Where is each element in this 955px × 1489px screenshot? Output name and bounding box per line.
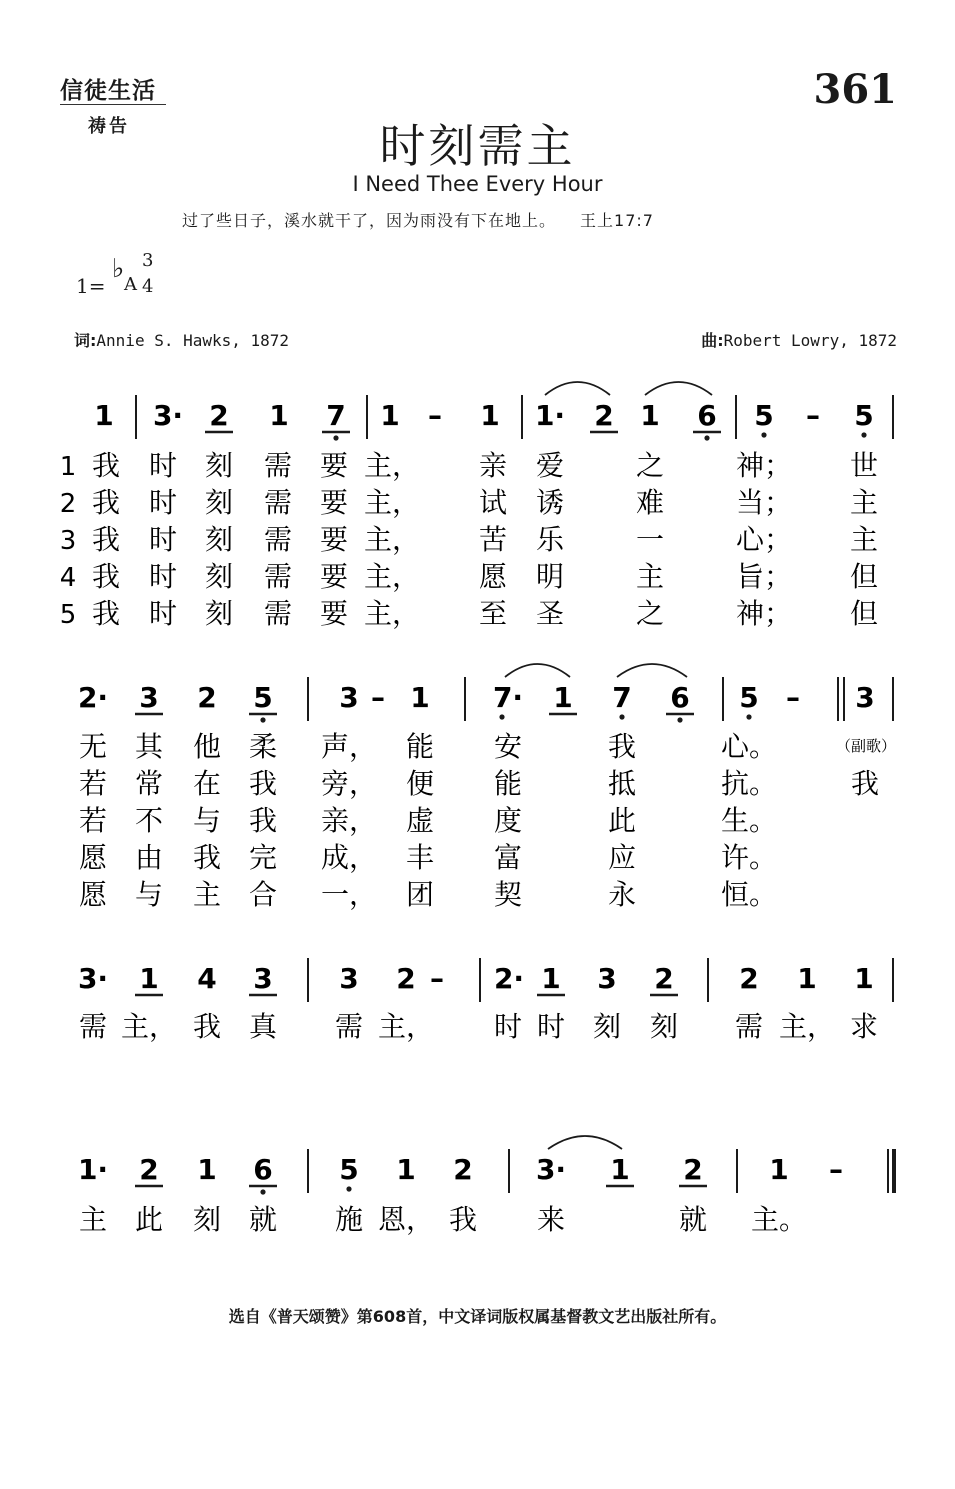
lyric-syllable: 要 (319, 523, 349, 556)
lyric-syllable: 主， (377, 1010, 435, 1043)
lyric-syllable: 要 (319, 486, 349, 519)
note-numeral: 3 (339, 681, 359, 714)
lyric-syllable: 但 (849, 560, 879, 593)
note-numeral: 1 (94, 399, 114, 432)
verse-number: 4 (59, 563, 77, 593)
lyric-syllable: 至 (478, 597, 508, 630)
lyric-syllable: 安 (493, 730, 523, 763)
lyric-syllable: 愿 (78, 878, 108, 911)
note-numeral: 6 (253, 1153, 273, 1186)
note-numeral: 5 (754, 399, 774, 432)
lyric-syllable: 能 (493, 767, 523, 800)
lyric-syllable: 之 (635, 449, 665, 482)
lyric-syllable: 刻 (204, 523, 234, 556)
lyric-syllable: 主， (363, 523, 421, 556)
note-numeral: 2 (739, 962, 759, 995)
note-numeral: 2· (77, 681, 109, 714)
lyric-syllable: 恩， (377, 1203, 435, 1236)
lyric-syllable: 我 (448, 1203, 478, 1236)
lyric-syllable: 若 (78, 767, 108, 800)
note-numeral: 2 (139, 1153, 159, 1186)
lyric-syllable: 爱 (535, 449, 565, 482)
lyric-syllable: 明 (535, 560, 565, 593)
note-numeral: 1· (77, 1153, 109, 1186)
lyric-syllable: 当； (735, 486, 793, 519)
lyric-syllable: 恒。 (720, 878, 778, 911)
key-signature (76, 252, 196, 312)
lyric-syllable: 主， (363, 597, 421, 630)
octave-dot (746, 714, 751, 719)
scripture-verse (182, 208, 654, 231)
octave-dot (861, 432, 866, 437)
flat-icon: ♭ (112, 254, 125, 284)
lyric-syllable: 就 (248, 1203, 278, 1236)
lyric-syllable: 苦 (478, 523, 508, 556)
lyric-syllable: 抵 (607, 767, 637, 800)
lyric-syllable: 刻 (204, 560, 234, 593)
lyric-syllable: 乐 (535, 523, 565, 556)
lyric-syllable: 要 (319, 560, 349, 593)
lyric-syllable: 时 (536, 1010, 566, 1043)
octave-dot (677, 717, 682, 722)
lyric-syllable: 成， (320, 841, 378, 874)
note-numeral: 1 (854, 962, 874, 995)
lyric-syllable: 由 (134, 841, 164, 874)
lyric-syllable: 其 (134, 730, 164, 763)
octave-dot (761, 432, 766, 437)
lyric-syllable: 虚 (405, 804, 435, 837)
lyric-syllable: 我 (91, 560, 121, 593)
lyric-syllable: 许。 (720, 841, 778, 874)
lyric-syllable: 主 (192, 878, 222, 911)
slur (645, 382, 712, 395)
verse-number: 1 (59, 452, 77, 482)
note-numeral: 3 (339, 962, 359, 995)
verse-number: 2 (59, 489, 77, 519)
category-divider (60, 104, 166, 105)
lyric-syllable: 刻 (204, 449, 234, 482)
slur (548, 1136, 622, 1149)
lyric-syllable: 主 (78, 1203, 108, 1236)
lyricist-name: Annie S. Hawks, 1872 (96, 331, 290, 350)
lyric-syllable: 永 (607, 878, 637, 911)
lyric-syllable: 时 (148, 486, 178, 519)
note-numeral: 1 (610, 1153, 630, 1186)
lyric-syllable: 愿 (478, 560, 508, 593)
note-numeral: 7 (612, 681, 632, 714)
lyric-syllable: 此 (134, 1203, 164, 1236)
lyric-syllable: 神； (735, 449, 793, 482)
lyric-syllable: 时 (148, 449, 178, 482)
key-prefix: 1= (76, 274, 106, 298)
note-numeral: 1 (553, 681, 573, 714)
lyric-syllable: 时 (493, 1010, 523, 1043)
category-label: 信徒生活 (60, 77, 156, 104)
lyric-syllable: 便 (405, 767, 435, 800)
note-numeral: 1 (541, 962, 561, 995)
lyric-syllable: 合 (248, 878, 278, 911)
lyric-syllable: 与 (134, 878, 164, 911)
lyric-syllable: 来 (536, 1203, 566, 1236)
lyric-syllable: 在 (192, 767, 222, 800)
lyric-syllable: 要 (319, 597, 349, 630)
lyric-syllable: 时 (148, 597, 178, 630)
lyric-syllable: 施 (334, 1203, 364, 1236)
note-numeral: 5 (739, 681, 759, 714)
lyric-syllable: 刻 (592, 1010, 622, 1043)
lyric-syllable: 之 (635, 597, 665, 630)
note-numeral: 7· (492, 681, 524, 714)
note-numeral: 1· (534, 399, 566, 432)
lyric-syllable: 圣 (535, 597, 565, 630)
lyric-syllable: 旨； (735, 560, 793, 593)
note-numeral: 6 (670, 681, 690, 714)
lyric-syllable: 他 (192, 730, 222, 763)
key-note: A (124, 274, 137, 295)
verse-number: 3 (59, 526, 77, 556)
lyric-syllable: 真 (248, 1010, 278, 1043)
lyric-syllable: 能 (405, 730, 435, 763)
note-numeral: 3 (253, 962, 273, 995)
note-numeral: 3 (855, 681, 875, 714)
lyric-syllable: 主 (635, 560, 665, 593)
lyric-syllable: 需 (734, 1010, 764, 1043)
lyric-syllable: 富 (493, 841, 523, 874)
lyric-syllable: 若 (78, 804, 108, 837)
lyric-syllable: 度 (493, 804, 523, 837)
hymn-title-english: I Need Thee Every Hour (352, 172, 603, 196)
note-numeral: 1 (797, 962, 817, 995)
lyric-syllable: 契 (493, 878, 523, 911)
lyric-syllable: 愿 (78, 841, 108, 874)
note-numeral: – (786, 681, 800, 714)
hymn-title-chinese: 时刻需主 (379, 119, 576, 173)
note-numeral: 1 (197, 1153, 217, 1186)
lyric-syllable: 要 (319, 449, 349, 482)
note-numeral: 1 (769, 1153, 789, 1186)
lyric-syllable: 旁， (320, 767, 378, 800)
note-numeral: 1 (396, 1153, 416, 1186)
lyric-syllable: 试 (478, 486, 508, 519)
lyric-syllable: 我 (607, 730, 637, 763)
slur (505, 664, 570, 677)
lyric-syllable: 亲 (478, 449, 508, 482)
note-numeral: 1 (480, 399, 500, 432)
note-numeral: 2· (493, 962, 525, 995)
refrain-label: （副歌） (835, 737, 897, 755)
composer-label: 曲: (701, 331, 724, 350)
lyric-syllable: 此 (607, 804, 637, 837)
lyric-syllable: 主， (120, 1010, 178, 1043)
lyric-syllable: 但 (849, 597, 879, 630)
slur (545, 382, 610, 395)
lyric-syllable: 主， (363, 486, 421, 519)
lyric-syllable: 心。 (720, 730, 778, 763)
lyric-syllable: 时 (148, 523, 178, 556)
lyric-syllable: 抗。 (720, 767, 778, 800)
lyric-syllable: 需 (263, 449, 293, 482)
octave-dot (346, 1186, 351, 1191)
verse-number: 5 (59, 600, 77, 630)
note-numeral: – (829, 1153, 843, 1186)
lyric-syllable: 主 (849, 523, 879, 556)
lyric-syllable: 一 (635, 523, 665, 556)
lyric-syllable: 柔 (248, 730, 278, 763)
scripture-reference: 王上17:7 (580, 211, 654, 230)
octave-dot (704, 435, 709, 440)
lyric-syllable: 需 (263, 486, 293, 519)
lyric-syllable: 我 (248, 767, 278, 800)
lyric-syllable: 主， (778, 1010, 836, 1043)
octave-dot (333, 435, 338, 440)
lyric-syllable: 我 (91, 523, 121, 556)
note-numeral: 2 (209, 399, 229, 432)
lyric-syllable: 团 (405, 878, 435, 911)
lyric-syllable: 我 (91, 449, 121, 482)
lyric-syllable: 主， (363, 560, 421, 593)
note-numeral: – (430, 962, 444, 995)
lyric-syllable: 诱 (535, 486, 565, 519)
lyric-syllable: 主 (849, 486, 879, 519)
octave-dot (260, 717, 265, 722)
slur (617, 664, 687, 677)
note-numeral: 2 (683, 1153, 703, 1186)
note-numeral: 3· (152, 399, 184, 432)
composer-name: Robert Lowry, 1872 (723, 331, 897, 350)
octave-dot (499, 714, 504, 719)
lyric-syllable: 刻 (204, 486, 234, 519)
lyric-syllable: 心； (735, 523, 793, 556)
lyric-syllable: 应 (607, 841, 637, 874)
note-numeral: 3 (139, 681, 159, 714)
composer-credit (701, 328, 897, 351)
lyric-syllable: 丰 (405, 841, 435, 874)
lyric-syllable: 声， (320, 730, 378, 763)
lyric-syllable: 世 (849, 449, 879, 482)
note-numeral: 3 (597, 962, 617, 995)
note-numeral: 5 (253, 681, 273, 714)
lyric-syllable: 我 (91, 597, 121, 630)
note-numeral: 1 (139, 962, 159, 995)
octave-dot (260, 1189, 265, 1194)
lyric-syllable: 我 (248, 804, 278, 837)
note-numeral: 3· (535, 1153, 567, 1186)
lyric-syllable: 亲， (320, 804, 378, 837)
lyric-syllable: 需 (334, 1010, 364, 1043)
note-numeral: 2 (654, 962, 674, 995)
lyric-syllable: 时 (148, 560, 178, 593)
lyric-syllable: 刻 (192, 1203, 222, 1236)
hymn-number: 361 (813, 66, 897, 113)
note-numeral: 5 (339, 1153, 359, 1186)
note-numeral: 3· (77, 962, 109, 995)
note-numeral: 1 (640, 399, 660, 432)
note-numeral: 1 (380, 399, 400, 432)
lyric-syllable: 需 (78, 1010, 108, 1043)
note-numeral: 1 (269, 399, 289, 432)
lyric-syllable: 求 (849, 1010, 879, 1043)
note-numeral: – (371, 681, 385, 714)
lyric-syllable: 需 (263, 523, 293, 556)
note-numeral: 6 (697, 399, 717, 432)
lyric-syllable: 刻 (649, 1010, 679, 1043)
scripture-text: 过了些日子，溪水就干了，因为雨没有下在地上。 (182, 211, 557, 230)
lyric-syllable: 我 (850, 767, 880, 800)
lyric-syllable: 主， (363, 449, 421, 482)
lyric-syllable: 一， (320, 878, 378, 911)
note-numeral: 2 (453, 1153, 473, 1186)
octave-dot (619, 714, 624, 719)
lyric-syllable: 难 (635, 486, 665, 519)
note-numeral: 4 (197, 962, 217, 995)
time-signature-top: 3 (142, 250, 154, 271)
lyric-syllable: 需 (263, 597, 293, 630)
lyric-syllable: 神； (735, 597, 793, 630)
note-numeral: 2 (396, 962, 416, 995)
lyricist-label: 词: (74, 331, 97, 350)
lyric-syllable: 完 (248, 841, 278, 874)
lyric-syllable: 需 (263, 560, 293, 593)
lyricist-credit (74, 328, 289, 351)
lyric-syllable: 与 (192, 804, 222, 837)
note-numeral: 7 (326, 399, 346, 432)
lyric-syllable: 主。 (750, 1203, 808, 1236)
lyric-syllable: 无 (78, 730, 108, 763)
lyric-syllable: 我 (192, 841, 222, 874)
lyric-syllable: 我 (192, 1010, 222, 1043)
note-numeral: 1 (410, 681, 430, 714)
note-numeral: – (806, 399, 820, 432)
copyright-footer: 选自《普天颂赞》第608首，中文译词版权属基督教文艺出版社所有。 (228, 1307, 727, 1326)
time-signature-bottom: 4 (142, 276, 154, 297)
note-numeral: 2 (594, 399, 614, 432)
lyric-syllable: 生。 (720, 804, 778, 837)
lyric-syllable: 就 (678, 1203, 708, 1236)
subcategory-label: 祷告 (88, 116, 130, 137)
lyric-syllable: 刻 (204, 597, 234, 630)
lyric-syllable: 常 (134, 767, 164, 800)
lyric-syllable: 不 (134, 804, 164, 837)
note-numeral: – (428, 399, 442, 432)
note-numeral: 5 (854, 399, 874, 432)
lyric-syllable: 我 (91, 486, 121, 519)
note-numeral: 2 (197, 681, 217, 714)
